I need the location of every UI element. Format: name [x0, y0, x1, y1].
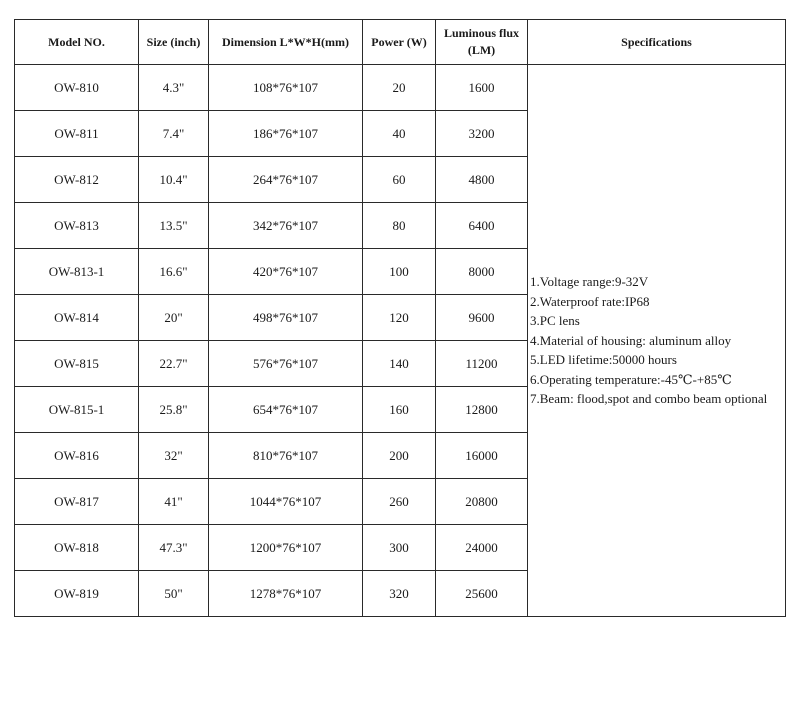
cell-power: 320 — [363, 571, 436, 617]
cell-size: 22.7" — [139, 341, 209, 387]
header-size: Size (inch) — [139, 20, 209, 65]
cell-model: OW-812 — [15, 157, 139, 203]
cell-dimension: 654*76*107 — [209, 387, 363, 433]
cell-size: 20" — [139, 295, 209, 341]
cell-flux: 9600 — [436, 295, 528, 341]
cell-flux: 4800 — [436, 157, 528, 203]
cell-flux: 1600 — [436, 65, 528, 111]
specification-line: 1.Voltage range:9-32V — [530, 274, 649, 290]
cell-dimension: 576*76*107 — [209, 341, 363, 387]
header-dimension: Dimension L*W*H(mm) — [209, 20, 363, 65]
cell-power: 120 — [363, 295, 436, 341]
cell-flux: 20800 — [436, 479, 528, 525]
header-model: Model NO. — [15, 20, 139, 65]
cell-size: 13.5" — [139, 203, 209, 249]
cell-power: 20 — [363, 65, 436, 111]
cell-model: OW-818 — [15, 525, 139, 571]
cell-flux: 11200 — [436, 341, 528, 387]
specifications-cell — [528, 65, 786, 617]
cell-power: 260 — [363, 479, 436, 525]
cell-power: 160 — [363, 387, 436, 433]
cell-dimension: 810*76*107 — [209, 433, 363, 479]
cell-size: 10.4" — [139, 157, 209, 203]
cell-flux: 8000 — [436, 249, 528, 295]
cell-model: OW-813-1 — [15, 249, 139, 295]
cell-size: 7.4" — [139, 111, 209, 157]
specification-line: 5.LED lifetime:50000 hours — [530, 352, 677, 368]
cell-power: 140 — [363, 341, 436, 387]
cell-power: 40 — [363, 111, 436, 157]
cell-dimension: 186*76*107 — [209, 111, 363, 157]
header-specifications: Specifications — [528, 20, 786, 65]
cell-dimension: 1278*76*107 — [209, 571, 363, 617]
specification-line: 7.Beam: flood,spot and combo beam optional — [530, 391, 768, 407]
cell-model: OW-815-1 — [15, 387, 139, 433]
cell-power: 80 — [363, 203, 436, 249]
cell-flux: 16000 — [436, 433, 528, 479]
cell-dimension: 498*76*107 — [209, 295, 363, 341]
cell-dimension: 108*76*107 — [209, 65, 363, 111]
cell-dimension: 1044*76*107 — [209, 479, 363, 525]
cell-model: OW-815 — [15, 341, 139, 387]
cell-size: 47.3" — [139, 525, 209, 571]
cell-size: 41" — [139, 479, 209, 525]
cell-model: OW-819 — [15, 571, 139, 617]
cell-size: 4.3" — [139, 65, 209, 111]
cell-flux: 24000 — [436, 525, 528, 571]
specification-line: 2.Waterproof rate:IP68 — [530, 293, 650, 309]
cell-power: 200 — [363, 433, 436, 479]
specification-line: 4.Material of housing: aluminum alloy — [530, 332, 732, 348]
table-body — [15, 65, 786, 617]
table-row — [15, 65, 786, 111]
cell-model: OW-813 — [15, 203, 139, 249]
cell-model: OW-814 — [15, 295, 139, 341]
spec-table — [14, 19, 786, 617]
cell-dimension: 342*76*107 — [209, 203, 363, 249]
cell-model: OW-816 — [15, 433, 139, 479]
specification-line: 3.PC lens — [530, 313, 580, 329]
cell-flux: 6400 — [436, 203, 528, 249]
cell-flux: 12800 — [436, 387, 528, 433]
cell-size: 32" — [139, 433, 209, 479]
header-flux: Luminous flux (LM) — [436, 20, 528, 65]
cell-size: 16.6" — [139, 249, 209, 295]
cell-dimension: 264*76*107 — [209, 157, 363, 203]
header-row — [15, 20, 786, 65]
cell-dimension: 420*76*107 — [209, 249, 363, 295]
cell-power: 300 — [363, 525, 436, 571]
cell-model: OW-817 — [15, 479, 139, 525]
cell-model: OW-811 — [15, 111, 139, 157]
cell-size: 25.8" — [139, 387, 209, 433]
cell-power: 60 — [363, 157, 436, 203]
cell-model: OW-810 — [15, 65, 139, 111]
cell-flux: 3200 — [436, 111, 528, 157]
cell-dimension: 1200*76*107 — [209, 525, 363, 571]
header-power: Power (W) — [363, 20, 436, 65]
cell-power: 100 — [363, 249, 436, 295]
specification-line: 6.Operating temperature:-45℃-+85℃ — [530, 371, 732, 387]
cell-size: 50" — [139, 571, 209, 617]
cell-flux: 25600 — [436, 571, 528, 617]
